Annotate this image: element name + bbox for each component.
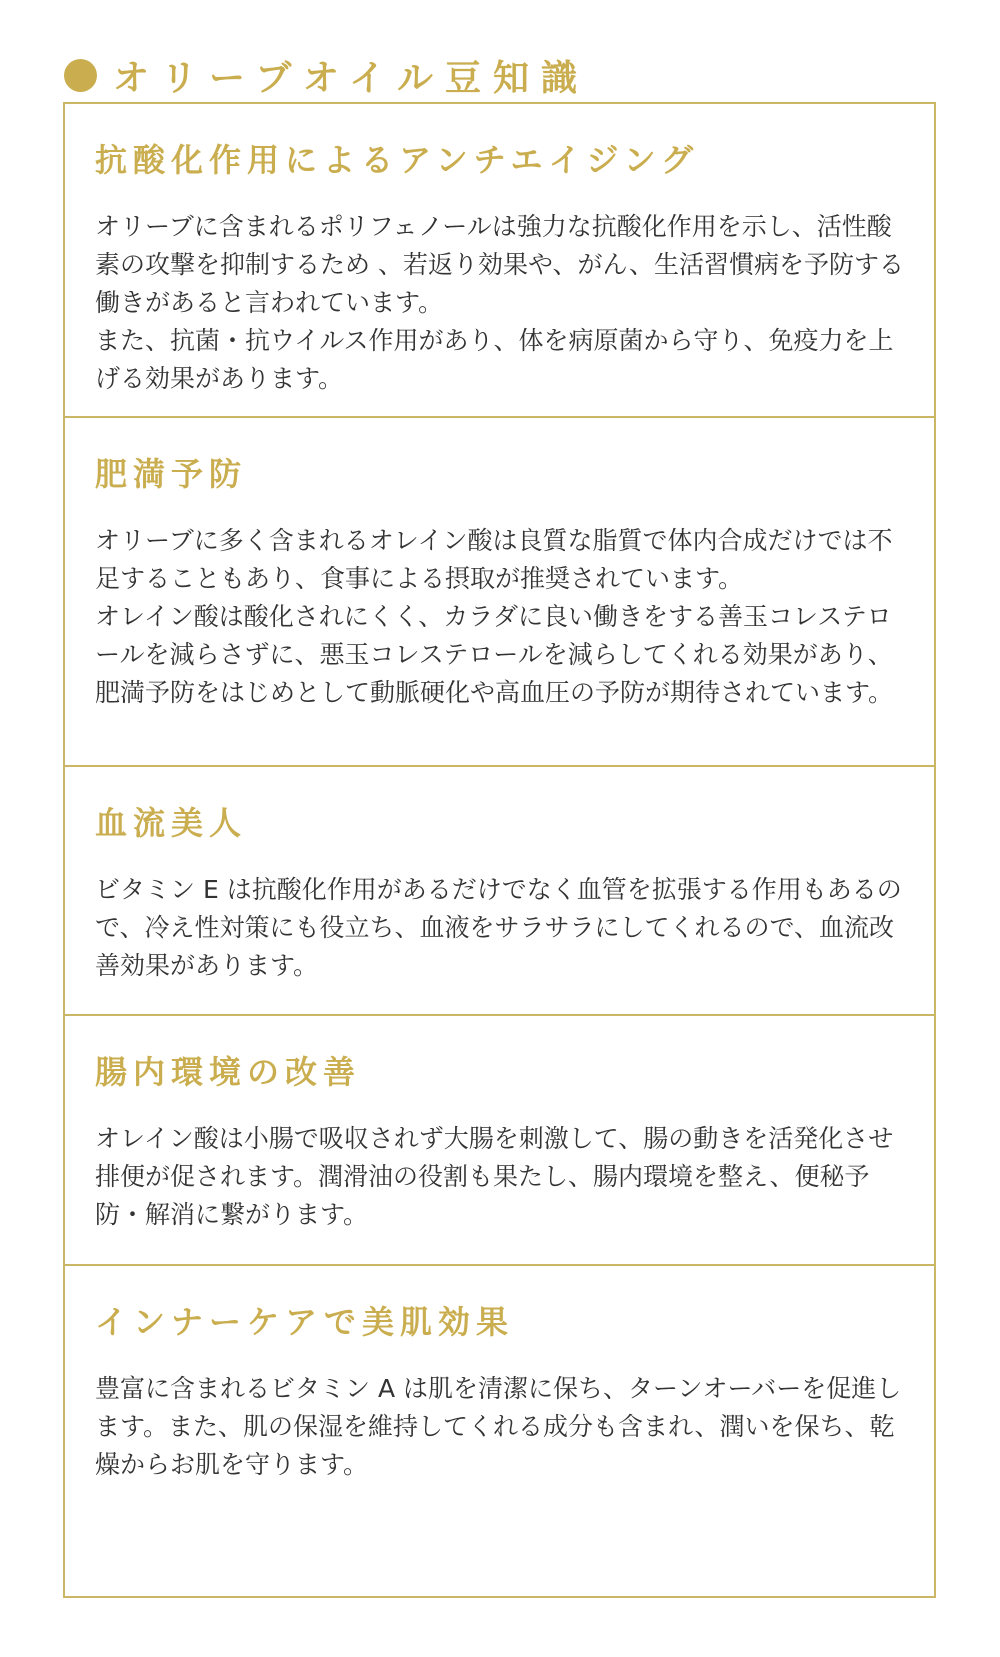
circle-bullet-icon <box>64 59 97 92</box>
section-heading: 抗酸化作用によるアンチエイジング <box>95 141 700 179</box>
section-gut-environment <box>65 1014 934 1264</box>
section-heading: 血流美人 <box>95 804 248 842</box>
info-panel <box>63 102 936 1598</box>
paragraph: ビタミン E は抗酸化作用があるだけでなく血管を拡張する作用もあるので、冷え性対策にも役立ち、血液をサラサラにしてくれるので、血流改善効果があります。 <box>95 875 902 980</box>
section-body <box>95 522 904 712</box>
paragraph: 豊富に含まれるビタミン A は肌を清潔に保ち、ターンオーバーを促進します。また、肌の保湿を維持してくれる成分も含まれ、潤いを保ち、乾燥からお肌を守ります。 <box>95 1374 902 1479</box>
page-header <box>64 50 589 100</box>
section-heading: インナーケアで美肌効果 <box>95 1303 514 1341</box>
page-title: オリーブオイル豆知識 <box>113 57 590 99</box>
section-body <box>95 871 904 985</box>
section-antiaging <box>65 104 934 416</box>
section-body <box>95 1370 904 1484</box>
paragraph: オレイン酸は小腸で吸収されず大腸を刺激して、腸の動きを活発化させ排便が促されます。潤滑油の役割も果たし、腸内環境を整え、便秘予防・解消に繋がります。 <box>95 1124 894 1229</box>
paragraph: また、抗菌・抗ウイルス作用があり、体を病原菌から守り、免疫力を上げる効果があります。 <box>95 326 894 393</box>
section-body <box>95 208 904 398</box>
section-obesity-prevention <box>65 416 934 765</box>
section-body <box>95 1120 904 1234</box>
paragraph: オリーブに含まれるポリフェノールは強力な抗酸化作用を示し、活性酸素の攻撃を抑制するため 、若返り効果や、がん、生活習慣病を予防する働きがあると言われています。 <box>95 212 904 317</box>
paragraph: オリーブに多く含まれるオレイン酸は良質な脂質で体内合成だけでは不足することもあり、食事による摂取が推奨されています。 <box>95 526 893 593</box>
section-heading: 腸内環境の改善 <box>95 1053 362 1091</box>
section-blood-flow <box>65 765 934 1014</box>
section-skin-care <box>65 1264 934 1596</box>
paragraph: オレイン酸は酸化されにくく、カラダに良い働きをする善玉コレステロールを減らさずに、悪玉コレステロールを減らしてくれる効果があり、肥満予防をはじめとして動脈硬化や高血圧の予防が期待されています。 <box>95 602 894 707</box>
section-heading: 肥満予防 <box>95 455 248 493</box>
